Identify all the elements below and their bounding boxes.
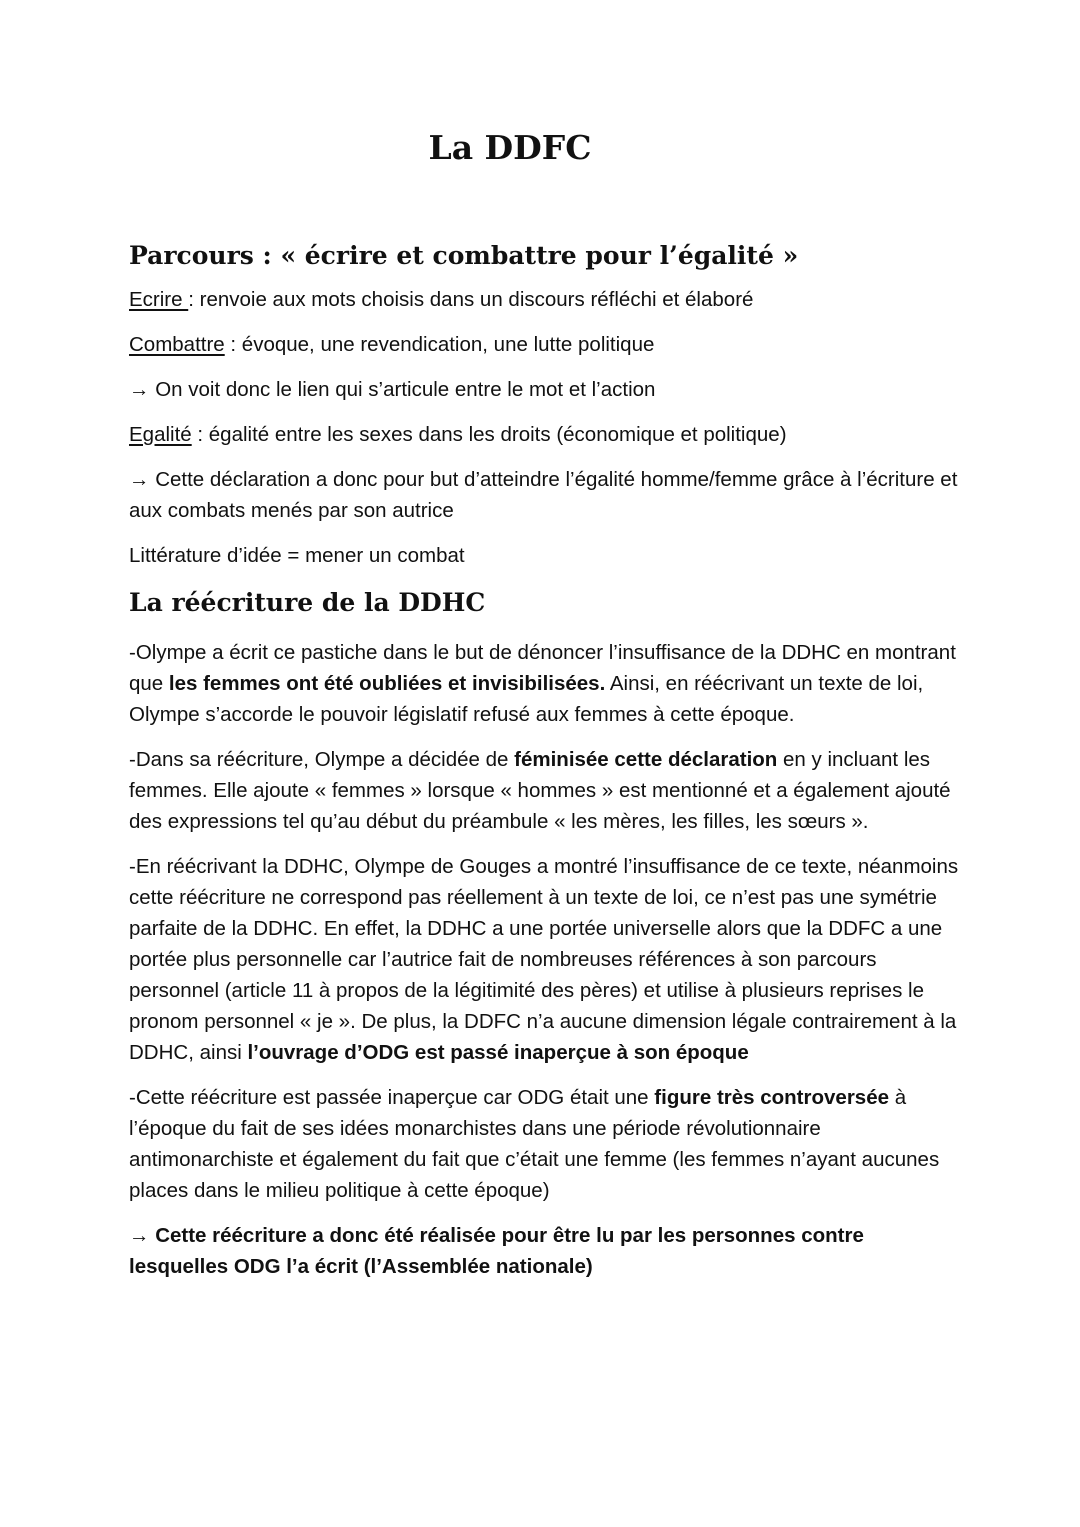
paragraph-insuffisance-text-a: -En réécrivant la DDHC, Olympe de Gouges a montré l’insuffisance de ce texte, néanmoins cette réécriture ne correspond pas réellement à un texte de loi, ce n’est pas une symétrie parfaite de la DDHC. En effet, la DDHC a une portée universelle alors que la DDFC a une portée plus personnelle car l’autrice fait de nombreuses références à son parcours personnel (article 11 à propos de la légitimité des pères) et utilise à plusieurs reprises le pronom personnel « je ». De plus, la DDFC n’a aucune dimension légale contrairement à la DDHC, ainsi (129, 855, 959, 1064)
paragraph-pastiche-text-a: -Olympe a écrit ce pastiche dans le but de dénoncer l’insuffisance de la DDHC en montrant que (129, 641, 956, 695)
paragraph-controverse-text-b: à l’époque du fait de ses idées monarchistes dans une période révolutionnaire antimonarchiste et également du fait que c’était une femme (les femmes n’ayant aucunes places dans le milieu politique à cette époque) (129, 1086, 940, 1202)
litterature-idee-note: Littérature d’idée = mener un combat (129, 544, 465, 567)
page-title: La DDFC (428, 128, 592, 167)
paragraph-feminisation-text-a: -Dans sa réécriture, Olympe a décidée de (129, 748, 515, 771)
paragraph-pastiche-text-b: Ainsi, en réécrivant un texte de loi, Olympe s’accorde le pouvoir législatif refusé aux femmes à cette époque. (129, 672, 924, 726)
definition-combattre-text: : évoque, une revendication, une lutte politique (224, 333, 655, 356)
paragraph-controverse-bold: figure très controversée (654, 1086, 889, 1109)
term-combattre: Combattre (129, 333, 225, 356)
definition-combattre (129, 329, 959, 360)
term-ecrire: Ecrire (129, 288, 189, 311)
paragraph-controverse-text-a: -Cette réécriture est passée inaperçue car ODG était une (129, 1086, 655, 1109)
paragraph-pastiche (129, 637, 959, 730)
definition-egalite (129, 419, 959, 450)
paragraph-insuffisance (129, 851, 959, 1068)
paragraph-insuffisance-bold: l’ouvrage d’ODG est passé inaperçue à son époque (247, 1041, 749, 1064)
section-heading-parcours: Parcours : « écrire et combattre pour l’égalité » (129, 241, 799, 270)
definition-ecrire-text: : renvoie aux mots choisis dans un discours réfléchi et élaboré (188, 288, 754, 311)
conclusion-bold: → Cette réécriture a donc été réalisée pour être lu par les personnes contre lesquelles ODG l’a écrit (l’Assemblée nationale) (129, 1224, 864, 1278)
conclusion-note (129, 1220, 959, 1282)
definition-egalite-text: : égalité entre les sexes dans les droits (économique et politique) (191, 423, 787, 446)
paragraph-feminisation (129, 744, 959, 837)
paragraph-controverse (129, 1082, 959, 1206)
paragraph-pastiche-bold: les femmes ont été oubliées et invisibilisées. (168, 672, 606, 695)
paragraph-feminisation-text-b: en y incluant les femmes. Elle ajoute « femmes » lorsque « hommes » est mentionné et a également ajouté des expressions tel qu’au début du préambule « les mères, les filles, les sœurs ». (129, 748, 951, 833)
section-heading-reecriture: La réécriture de la DDHC (129, 588, 486, 617)
definition-ecrire (129, 284, 959, 315)
document-body (129, 238, 959, 1296)
term-egalite: Egalité (129, 423, 192, 446)
paragraph-feminisation-bold: féminisée cette déclaration (514, 748, 778, 771)
arrow-note-mot-action: → On voit donc le lien qui s’articule entre le mot et l’action (129, 378, 656, 401)
arrow-note-but-declaration: → Cette déclaration a donc pour but d’atteindre l’égalité homme/femme grâce à l’écriture et aux combats menés par son autrice (129, 468, 958, 522)
